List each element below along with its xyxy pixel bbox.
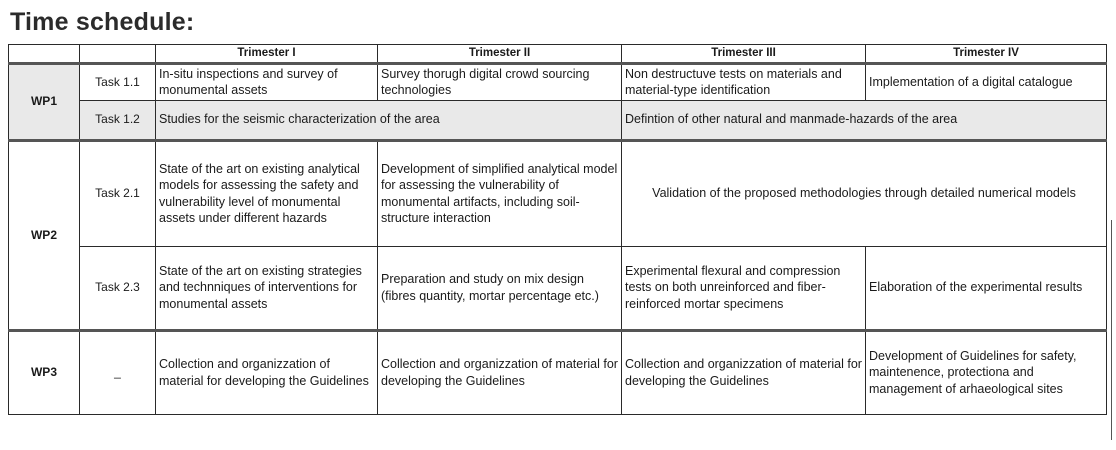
- task-1-2-trimester-1-2: Studies for the seismic characterization of the area: [156, 100, 622, 140]
- table-row-task-1-1: [9, 63, 1107, 100]
- wp1-label: WP1: [9, 63, 80, 140]
- header-trimester-3: Trimester III: [622, 45, 866, 64]
- wp3-task-label: _: [80, 330, 156, 414]
- task-1-1-label: Task 1.1: [80, 63, 156, 100]
- header-trimester-1: Trimester I: [156, 45, 378, 64]
- page-edge-line: [1111, 220, 1112, 440]
- task-2-3-trimester-4: Elaboration of the experimental results: [866, 246, 1107, 330]
- table-row-wp3: [9, 330, 1107, 414]
- task-2-1-label: Task 2.1: [80, 140, 156, 246]
- wp3-trimester-2: Collection and organizzation of material for developing the Guidelines: [378, 330, 622, 414]
- table-row-task-1-2: [9, 100, 1107, 140]
- task-1-1-trimester-1: In-situ inspections and survey of monumental assets: [156, 63, 378, 100]
- table-row-task-2-1: [9, 140, 1107, 246]
- header-trimester-2: Trimester II: [378, 45, 622, 64]
- task-2-1-trimester-2: Development of simplified analytical model for assessing the vulnerability of monumental artifacts, including soil-structure interaction: [378, 140, 622, 246]
- task-2-3-trimester-3: Experimental flexural and compression tests on both unreinforced and fiber-reinforced mortar specimens: [622, 246, 866, 330]
- wp3-trimester-1: Collection and organizzation of material for developing the Guidelines: [156, 330, 378, 414]
- task-1-1-trimester-4: Implementation of a digital catalogue: [866, 63, 1107, 100]
- time-schedule-table: [8, 44, 1107, 415]
- task-2-1-trimester-3-4: Validation of the proposed methodologies through detailed numerical models: [622, 140, 1107, 246]
- task-1-2-label: Task 1.2: [80, 100, 156, 140]
- task-2-3-label: Task 2.3: [80, 246, 156, 330]
- task-1-1-trimester-3: Non destructuve tests on materials and material-type identification: [622, 63, 866, 100]
- header-row: [9, 45, 1107, 64]
- table-row-task-2-3: [9, 246, 1107, 330]
- task-1-1-trimester-2: Survey thorugh digital crowd sourcing technologies: [378, 63, 622, 100]
- task-2-3-trimester-1: State of the art on existing strategies and technniques of interventions for monumental assets: [156, 246, 378, 330]
- task-2-3-trimester-2: Preparation and study on mix design (fibres quantity, mortar percentage etc.): [378, 246, 622, 330]
- header-empty-wp: [9, 45, 80, 64]
- task-1-2-trimester-3-4: Defintion of other natural and manmade-hazards of the area: [622, 100, 1107, 140]
- wp3-trimester-3: Collection and organizzation of material for developing the Guidelines: [622, 330, 866, 414]
- page-title: Time schedule:: [10, 8, 195, 36]
- task-2-1-trimester-1: State of the art on existing analytical models for assessing the safety and vulnerability level of monumental assets under different hazards: [156, 140, 378, 246]
- wp3-trimester-4: Development of Guidelines for safety, maintenence, protectiona and management of arhaeological sites: [866, 330, 1107, 414]
- wp3-label: WP3: [9, 330, 80, 414]
- header-trimester-4: Trimester IV: [866, 45, 1107, 64]
- wp2-label: WP2: [9, 140, 80, 330]
- header-empty-task: [80, 45, 156, 64]
